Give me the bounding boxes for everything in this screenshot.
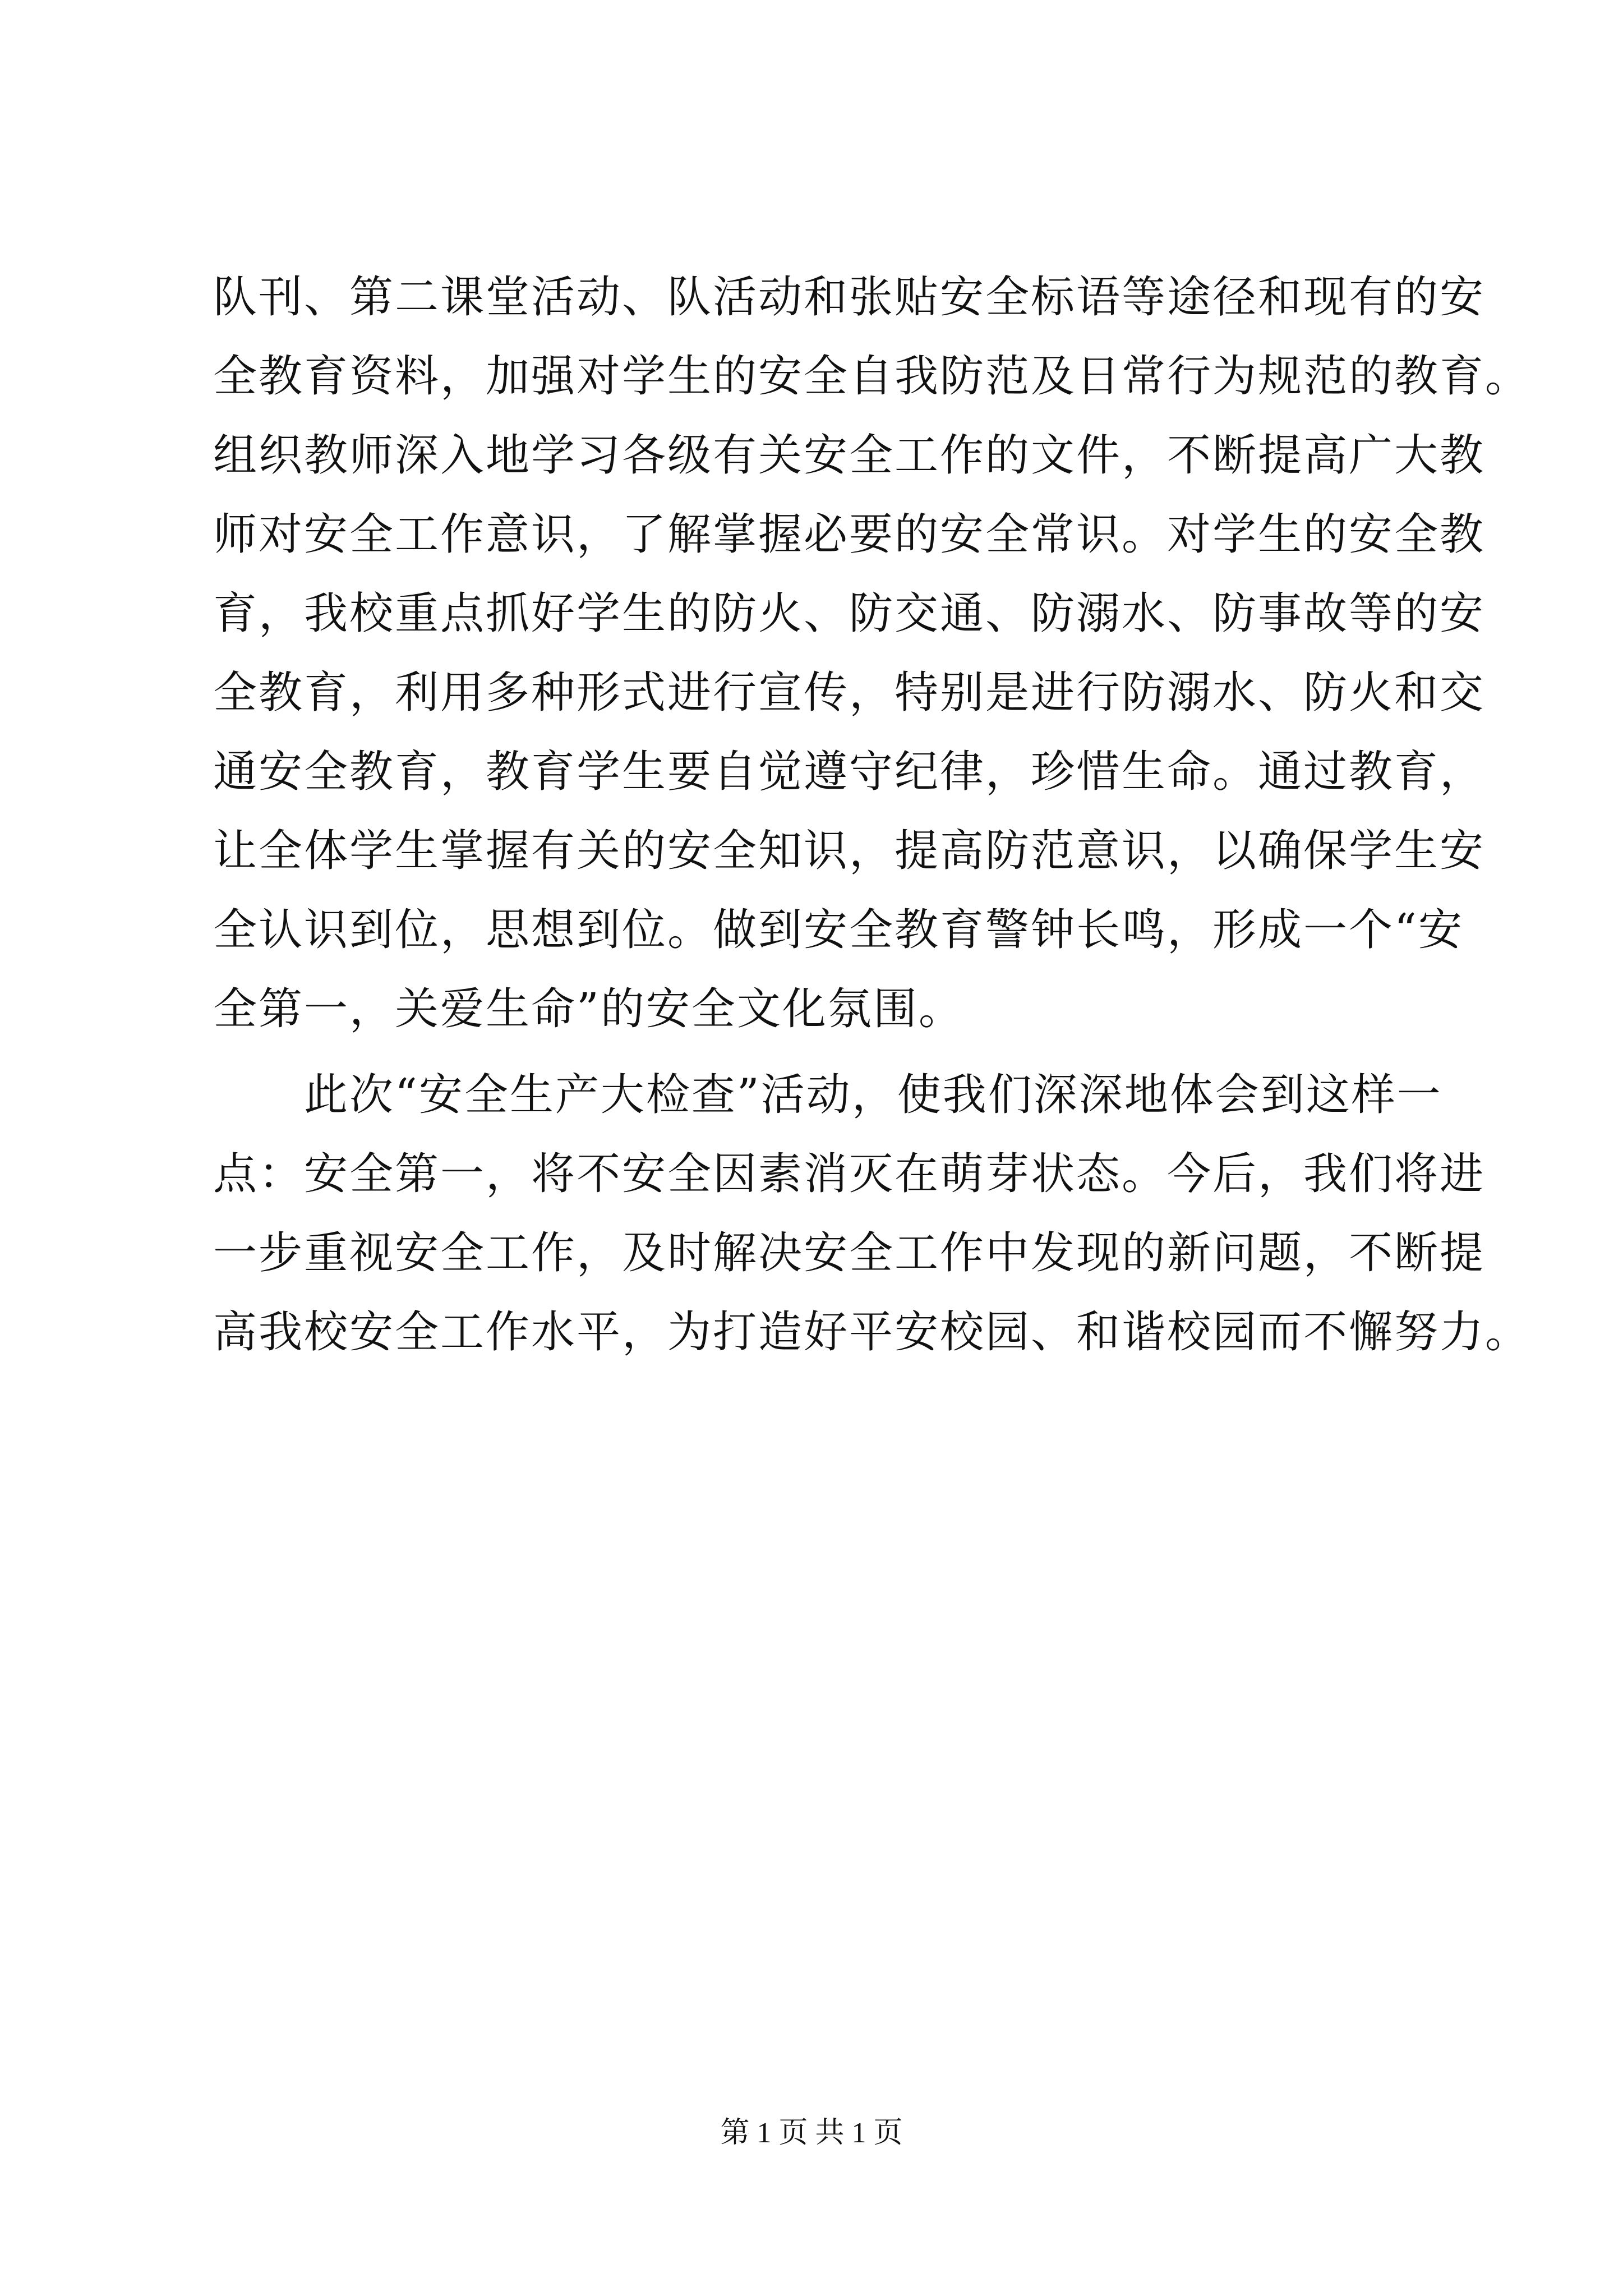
page-footer: 第 1 页 共 1 页 <box>720 2117 903 2149</box>
text-line: 队刊、第二课堂活动、队活动和张贴安全标语等途径和现有的安 <box>213 272 1486 323</box>
text-line: 全教育，利用多种形式进行宣传，特别是进行防溺水、防火和交 <box>213 668 1486 718</box>
text-line: 育，我校重点抓好学生的防火、防交通、防溺水、防事故等的安 <box>213 588 1486 639</box>
text-line: 此次“安全生产大检查”活动，使我们深深地体会到这样一 <box>213 1070 1442 1120</box>
text-line: 全第一，关爱生命”的安全文化氛围。 <box>213 984 964 1034</box>
text-line: 通安全教育，教育学生要自觉遵守纪律，珍惜生命。通过教育， <box>213 747 1486 797</box>
text-line: 高我校安全工作水平，为打造好平安校园、和谐校园而不懈努力。 <box>213 1307 1531 1358</box>
text-line: 师对安全工作意识，了解掌握必要的安全常识。对学生的安全教 <box>213 509 1486 560</box>
text-line: 点：安全第一，将不安全因素消灭在萌芽状态。今后，我们将进 <box>213 1149 1486 1199</box>
document-body <box>213 258 1531 1372</box>
text-line: 一步重视安全工作，及时解决安全工作中发现的新问题，不断提 <box>213 1228 1486 1278</box>
text-line: 组织教师深入地学习各级有关安全工作的文件，不断提高广大教 <box>213 430 1486 481</box>
text-line: 让全体学生掌握有关的安全知识，提高防范意识，以确保学生安 <box>213 826 1486 876</box>
text-line: 全教育资料，加强对学生的安全自我防范及日常行为规范的教育。 <box>213 351 1531 402</box>
text-line: 全认识到位，思想到位。做到安全教育警钟长鸣，形成一个“安 <box>213 905 1464 955</box>
